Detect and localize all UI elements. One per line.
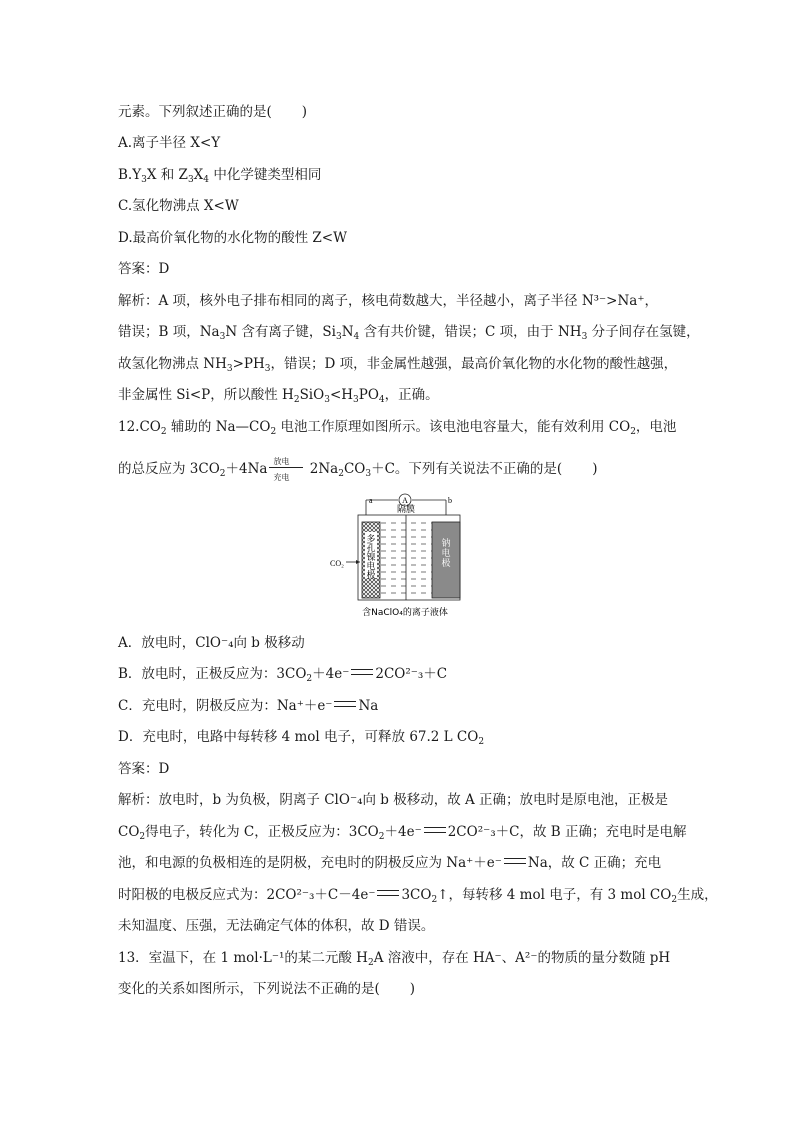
q12-option-d: D．充电时，电路中每转移 4 mol 电子，可释放 67.2 L $CO_2$: [118, 729, 485, 747]
q13-stem-line-2: 变化的关系如图所示，下列说法不正确的是( ): [118, 981, 416, 997]
battery-diagram: [330, 492, 464, 620]
q12-explanation-line-1: 解析：放电时，b 为负极，阴离子 ClO⁻₄向 b 极移动，故 A 正确；放电时是原电池，正极是: [118, 792, 669, 808]
left-electrode-label: 多孔镍电极: [366, 535, 376, 581]
q12-stem-line-1: $12.CO_2$ 辅助的 $Na—CO_2$ 电池工作原理如图所示。该电池电容量大，能有效利用 $CO_2$，电池: [118, 419, 677, 437]
q12-explanation-line-5: 未知温度、压强，无法确定气体的体积，故 D 错误。: [118, 918, 435, 934]
q12-explanation-line-4: 时阳极的电极反应式为：2CO²⁻₃＋C－4e⁻ $3CO_2↑$，每转移 4 mol 电子，有 3 mol $CO_2$生成，: [118, 887, 718, 905]
q11-explanation-line-1: 解析：A 项，核外电子排布相同的离子，核电荷数越大，半径越小，离子半径 N³⁻>Na⁺，: [118, 293, 658, 309]
co2-label: CO₂: [330, 559, 344, 568]
electrode-a-label: a: [369, 496, 373, 505]
q11-stem-tail: 元素。下列叙述正确的是( ): [118, 104, 308, 120]
right-electrode-label: 钠电极: [441, 539, 451, 569]
q12-explanation-line-2: $CO_2$得电子，转化为 C，正极反应为：$3CO_2+4e^-$ 2CO²⁻₃＋C，故 B 正确；充电时是电解: [118, 824, 687, 842]
reversible-arrow: 放电 充电: [269, 461, 303, 475]
q11-explanation-line-4: 非金属性 Si<P，所以酸性 $H_2SiO_3<H_3PO_4$，正确。: [118, 387, 439, 405]
q11-option-a: A.离子半径 X<Y: [118, 135, 221, 151]
q11-explanation-line-3: 故氢化物沸点 $NH_3>PH_3$，错误；D 项，非金属性越强，最高价氧化物的水化物的酸性越强，: [118, 356, 678, 374]
q12-stem-line-2: 的总反应为 $3CO_2+4Na$ 放电 充电 $2Na_2CO_3+C$。下列有关说法不正确的是( ): [118, 457, 598, 482]
electrode-b-label: b: [448, 496, 452, 505]
q12-answer: 答案：D: [118, 761, 170, 777]
membrane-label: 隔膜: [396, 505, 416, 515]
q12-option-c: C．充电时，阴极反应为：Na⁺＋e⁻ Na: [118, 698, 379, 714]
q11-option-c: C.氢化物沸点 X<W: [118, 198, 239, 214]
q11-option-d: D.最高价氧化物的水化物的酸性 Z<W: [118, 230, 347, 246]
q13-stem-line-1: 13．室温下，在 1 mol·L⁻¹的某二元酸 $H_2A$ 溶液中，存在 HA⁻、A²⁻的物质的量分数随 pH: [118, 950, 671, 968]
q11-answer: 答案：D: [118, 261, 170, 277]
ammeter-label: A: [402, 496, 408, 505]
q12-option-b: B．放电时，正极反应为：$3CO_2+4e^-$ 2CO²⁻₃＋C: [118, 666, 448, 684]
q12-option-a: A．放电时，ClO⁻₄向 b 极移动: [118, 635, 305, 651]
q12-explanation-line-3: 池，和电源的负极相连的是阴极，充电时的阴极反应为 Na⁺＋e⁻ Na，故 C 正确；充电: [118, 855, 662, 871]
q11-explanation-line-2: 错误；B 项，$Na_3N$ 含有离子键，$Si_3N_4$ 含有共价键，错误；C 项，由于 $NH_3$ 分子间存在氢键，: [118, 324, 700, 342]
diagram-caption: 含NaClO₄的离子液体: [362, 608, 448, 618]
q11-option-b: $B.Y_3X$ 和 $Z_3X_4$ 中化学键类型相同: [118, 167, 322, 185]
